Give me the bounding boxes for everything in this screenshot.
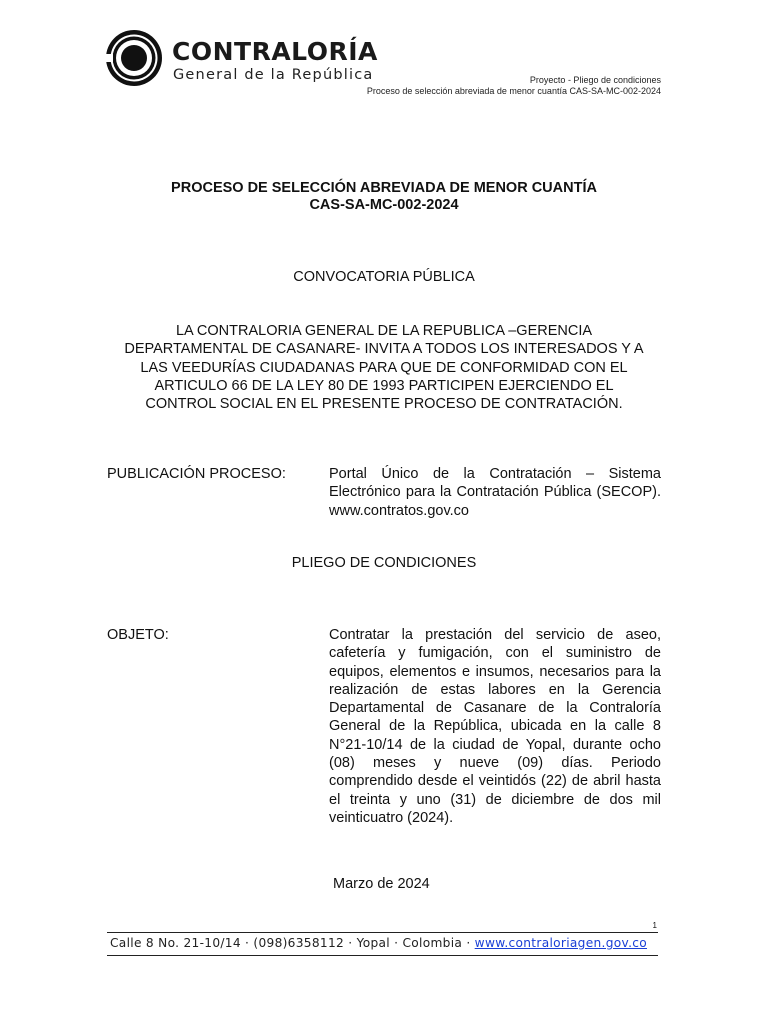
footer bbox=[110, 936, 647, 950]
publication-label: PUBLICACIÓN PROCESO: bbox=[107, 466, 286, 482]
document-date: Marzo de 2024 bbox=[333, 876, 430, 892]
footer-bottom-divider bbox=[107, 955, 658, 956]
contraloria-logo bbox=[104, 28, 378, 94]
page-number: 1 bbox=[652, 921, 657, 930]
invitation-line: LA CONTRALORIA GENERAL DE LA REPUBLICA –GERENCIA bbox=[175, 323, 593, 339]
footer-address: Calle 8 No. 21-10/14 · (098)6358112 · Yopal · Colombia · bbox=[110, 936, 475, 950]
logo-brand-subtitle: General de la República bbox=[173, 67, 374, 83]
logo-brand-name: CONTRALORÍA bbox=[172, 37, 378, 66]
document-header-info bbox=[367, 75, 661, 97]
invitation-line: DEPARTAMENTAL DE CASANARE- INVITA A TODOS LOS INTERESADOS Y A bbox=[124, 341, 644, 358]
objeto-value: Contratar la prestación del servicio de aseo, cafetería y fumigación, con el suministro de equipos, elementos e insumos, necesarios para la realización de estas labores en la Gerencia Departamental de Casanare de la Contraloría General de la República, ubicada en la calle 8 N°21-10/14 de la ciudad de Yopal, durante ocho (08) meses y nueve (09) días. Periodo comprendido desde el veintidós (22) de abril hasta el treinta y uno (31) de diciembre de dos mil veinticuatro (2024). bbox=[329, 627, 661, 826]
pliego-heading: PLIEGO DE CONDICIONES bbox=[291, 555, 477, 571]
invitation-paragraph bbox=[104, 322, 664, 413]
header-project-line: Proyecto - Pliego de condiciones bbox=[529, 75, 661, 85]
invitation-line: LAS VEEDURÍAS CIUDADANAS PARA QUE DE CONFORMIDAD CON EL bbox=[140, 359, 628, 376]
header-process-line: Proceso de selección abreviada de menor cuantía CAS-SA-MC-002-2024 bbox=[366, 86, 661, 96]
process-code: CAS-SA-MC-002-2024 bbox=[309, 197, 459, 213]
document-title: PROCESO DE SELECCIÓN ABREVIADA DE MENOR CUANTÍA bbox=[171, 180, 597, 196]
publication-value: Portal Único de la Contratación – Sistema Electrónico para la Contratación Pública (SECOP). www.contratos.gov.co bbox=[329, 466, 661, 519]
convocatoria-heading: CONVOCATORIA PÚBLICA bbox=[293, 269, 475, 285]
invitation-line: CONTROL SOCIAL EN EL PRESENTE PROCESO DE CONTRATACIÓN. bbox=[145, 396, 623, 413]
contraloria-emblem-icon bbox=[104, 28, 164, 88]
footer-divider bbox=[107, 932, 658, 933]
invitation-line: ARTICULO 66 DE LA LEY 80 DE 1993 PARTICIPEN EJERCIENDO EL bbox=[154, 377, 614, 394]
footer-website-link[interactable]: www.contraloriagen.gov.co bbox=[474, 936, 647, 950]
objeto-label: OBJETO: bbox=[107, 627, 169, 643]
